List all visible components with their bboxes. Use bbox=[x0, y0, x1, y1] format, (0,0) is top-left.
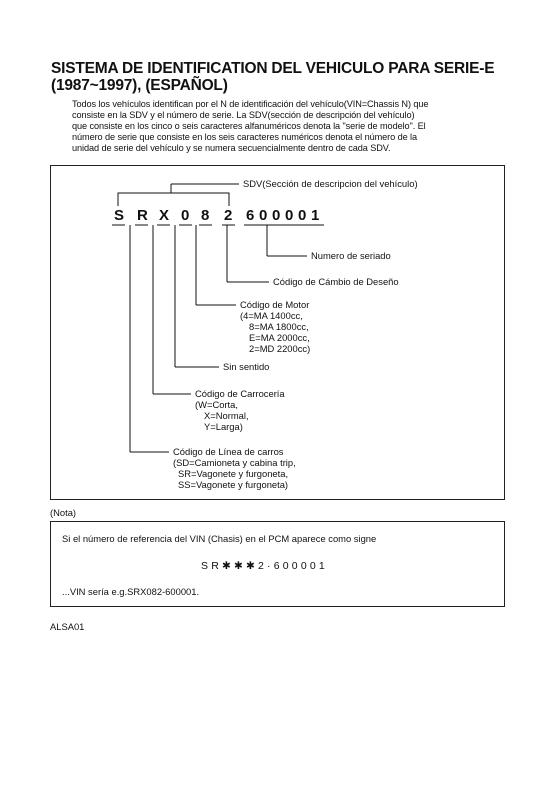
linea-code-label: Código de Línea de carros (SD=Camioneta y cabina trip, SR=Vagonete y furgoneta, SS=Vagonete y furgoneta) bbox=[173, 446, 296, 490]
vin-char: 0 bbox=[272, 207, 281, 224]
vin-char: 8 bbox=[201, 207, 210, 224]
vin-char: 0 bbox=[298, 207, 307, 224]
sin-sentido-label: Sin sentido bbox=[223, 361, 270, 372]
nota-box bbox=[50, 521, 505, 607]
intro-paragraph bbox=[72, 99, 492, 154]
motor-code-label: Código de Motor (4=MA 1400cc, 8=MA 1800cc, E=MA 2000cc, 2=MD 2200cc) bbox=[240, 299, 311, 354]
vin-char: X bbox=[159, 207, 170, 224]
nota-text: Si el número de referencia del VIN (Chasis) en el PCM aparece como signe bbox=[62, 533, 377, 544]
vin-char: 6 bbox=[246, 207, 255, 224]
nota-vin-code: SR✱✱✱2·600001 bbox=[201, 560, 328, 572]
intro-line: unidad de serie del vehículo y se numera secuencialmente dentro de cada SDV. bbox=[72, 143, 391, 153]
sdv-label: SDV(Sección de descripcion del vehículo) bbox=[243, 178, 418, 189]
vin-diagram-box bbox=[50, 165, 505, 500]
intro-line: Todos los vehículos identifican por el N de identificación del vehículo(VIN=Chassis N) que bbox=[72, 99, 429, 109]
title-line-1: SISTEMA DE IDENTIFICATION DEL VEHICULO PARA SERIE-E bbox=[51, 60, 495, 77]
vin-char: R bbox=[137, 207, 148, 224]
intro-line: número de serie que consiste en los seis caracteres numéricos denota el número de la bbox=[72, 132, 418, 142]
vin-char: 0 bbox=[285, 207, 294, 224]
intro-line: que consiste en los cinco o seis caracteres alfanuméricos denota la "serie de modelo". El bbox=[72, 121, 426, 131]
vin-char: S bbox=[114, 207, 125, 224]
vin-char: 2 bbox=[224, 207, 233, 224]
sdv-bracket bbox=[118, 193, 229, 206]
intro-line: consiste en la SDV y el número de serie. La SDV(sección de descripción del vehículo) bbox=[72, 110, 415, 120]
serial-number-label: Numero de seriado bbox=[311, 250, 391, 261]
carroceria-code-label: Código de Carrocería (W=Corta, X=Normal, Y=Larga) bbox=[195, 388, 285, 432]
document-code: ALSA01 bbox=[50, 621, 85, 632]
nota-heading: (Nota) bbox=[50, 507, 77, 518]
vin-char: 0 bbox=[259, 207, 268, 224]
title-line-2: (1987~1997), (ESPAÑOL) bbox=[51, 77, 228, 94]
vin-char: 0 bbox=[181, 207, 190, 224]
nota-example: ...VIN sería e.g.SRX082-600001. bbox=[62, 586, 200, 597]
design-change-label: Código de Cámbio de Deseño bbox=[273, 276, 399, 287]
vin-char: 1 bbox=[311, 207, 320, 224]
page-title bbox=[51, 60, 531, 94]
